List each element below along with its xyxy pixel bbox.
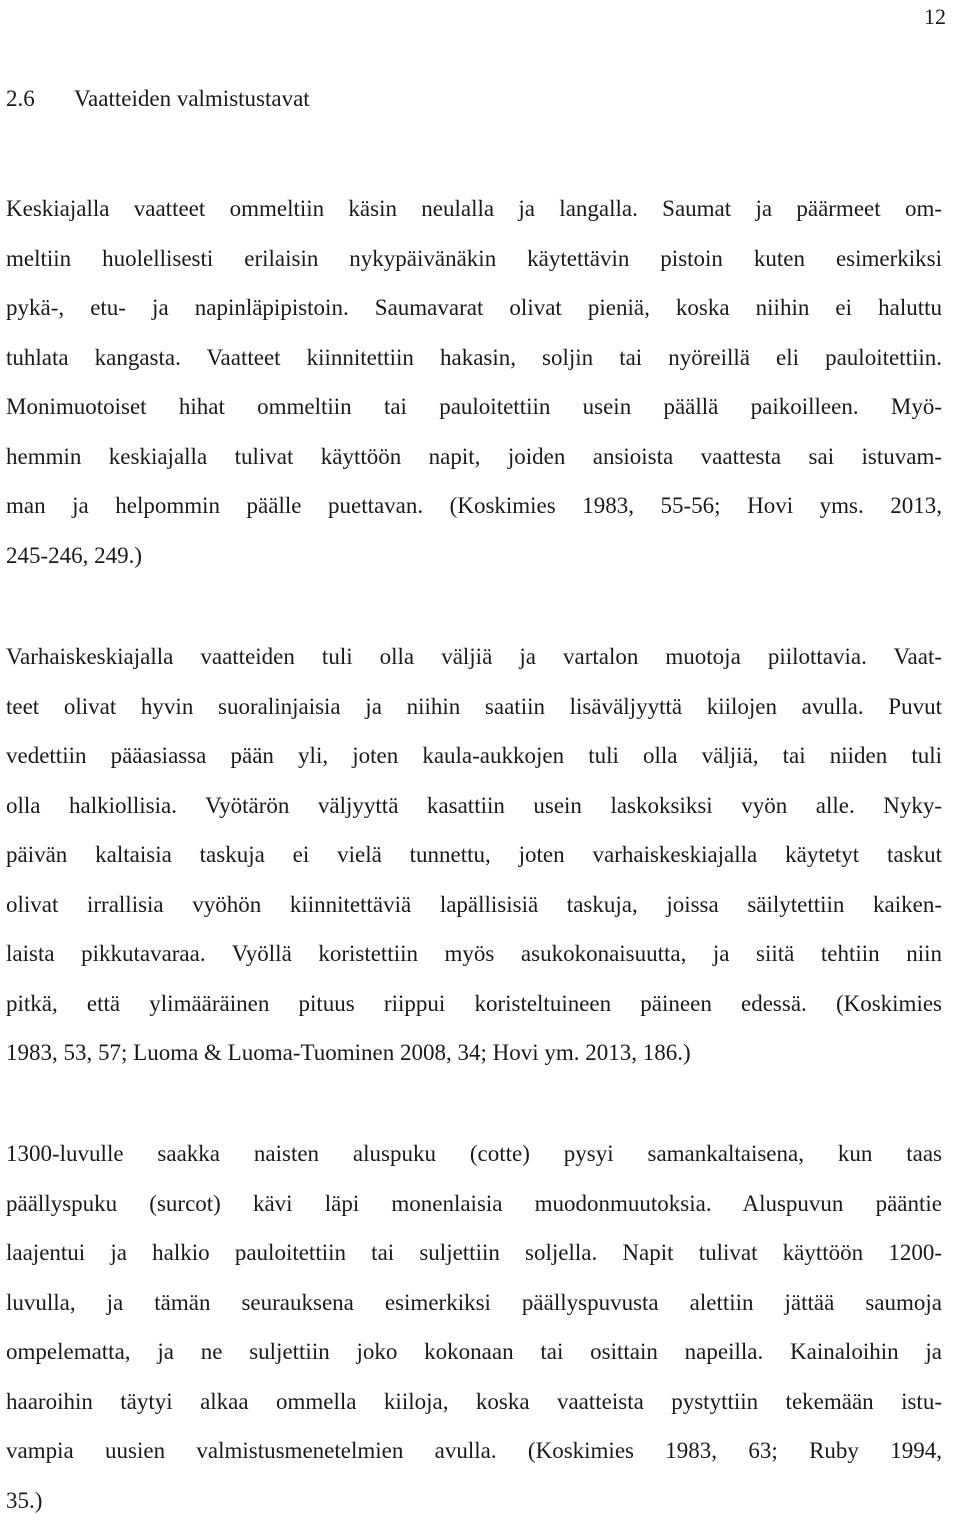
section-heading bbox=[6, 84, 310, 114]
text-line: hemmin keskiajalla tulivat käyttöön napit, joiden ansioista vaattesta sai istuvam- bbox=[6, 432, 942, 482]
text-line: laista pikkutavaraa. Vyöllä koristettiin myös asukokonaisuutta, ja siitä tehtiin niin bbox=[6, 929, 942, 979]
section-title: Vaatteiden valmistustavat bbox=[74, 86, 310, 111]
text-line: Monimuotoiset hihat ommeltiin tai pauloitettiin usein päällä paikoilleen. Myö- bbox=[6, 382, 942, 432]
paragraph-2 bbox=[6, 632, 942, 1078]
text-line: vedettiin pääasiassa pään yli, joten kaula-aukkojen tuli olla väljiä, tai niiden tuli bbox=[6, 731, 942, 781]
text-line: pykä-, etu- ja napinläpipistoin. Saumavarat olivat pieniä, koska niihin ei haluttu bbox=[6, 283, 942, 333]
text-line: 1300-luvulle saakka naisten aluspuku (cotte) pysyi samankaltaisena, kun taas bbox=[6, 1129, 942, 1179]
text-line: meltiin huolellisesti erilaisin nykypäivänäkin käytettävin pistoin kuten esimerkiksi bbox=[6, 234, 942, 284]
text-line: pitkä, että ylimääräinen pituus riippui koristeltuineen päineen edessä. (Koskimies bbox=[6, 979, 942, 1029]
text-line: olla halkiollisia. Vyötärön väljyyttä kasattiin usein laskoksiksi vyön alle. Nyky- bbox=[6, 781, 942, 831]
section-number: 2.6 bbox=[6, 84, 74, 114]
text-line: tuhlata kangasta. Vaatteet kiinnitettiin hakasin, soljin tai nyöreillä eli pauloitettiin. bbox=[6, 333, 942, 383]
text-line: olivat irrallisia vyöhön kiinnitettäviä lapällisisiä taskuja, joissa säilytettiin kaiken- bbox=[6, 880, 942, 930]
text-line: Varhaiskeskiajalla vaatteiden tuli olla väljiä ja vartalon muotoja piilottavia. Vaat- bbox=[6, 632, 942, 682]
text-line: 35.) bbox=[6, 1476, 942, 1525]
text-line: luvulla, ja tämän seurauksena esimerkiksi päällyspuvusta alettiin jättää saumoja bbox=[6, 1278, 942, 1328]
text-line: vampia uusien valmistusmenetelmien avulla. (Koskimies 1983, 63; Ruby 1994, bbox=[6, 1426, 942, 1476]
text-line: man ja helpommin päälle puettavan. (Koskimies 1983, 55-56; Hovi yms. 2013, bbox=[6, 481, 942, 531]
paragraph-1 bbox=[6, 184, 942, 580]
text-line: 245-246, 249.) bbox=[6, 531, 942, 581]
text-line: teet olivat hyvin suoralinjaisia ja niihin saatiin lisäväljyyttä kiilojen avulla. Puvut bbox=[6, 682, 942, 732]
text-line: haaroihin täytyi alkaa ommella kiiloja, koska vaatteista pystyttiin tekemään istu- bbox=[6, 1377, 942, 1427]
text-line: laajentui ja halkio pauloitettiin tai suljettiin soljella. Napit tulivat käyttöön 1200- bbox=[6, 1228, 942, 1278]
text-line: ompelematta, ja ne suljettiin joko kokonaan tai osittain napeilla. Kainaloihin ja bbox=[6, 1327, 942, 1377]
text-line: 1983, 53, 57; Luoma & Luoma-Tuominen 2008, 34; Hovi ym. 2013, 186.) bbox=[6, 1028, 942, 1078]
text-line: päällyspuku (surcot) kävi läpi monenlaisia muodonmuutoksia. Aluspuvun pääntie bbox=[6, 1179, 942, 1229]
paragraph-3 bbox=[6, 1129, 942, 1525]
page-number: 12 bbox=[924, 4, 946, 30]
text-line: Keskiajalla vaatteet ommeltiin käsin neulalla ja langalla. Saumat ja päärmeet om- bbox=[6, 184, 942, 234]
text-line: päivän kaltaisia taskuja ei vielä tunnettu, joten varhaiskeskiajalla käytetyt taskut bbox=[6, 830, 942, 880]
